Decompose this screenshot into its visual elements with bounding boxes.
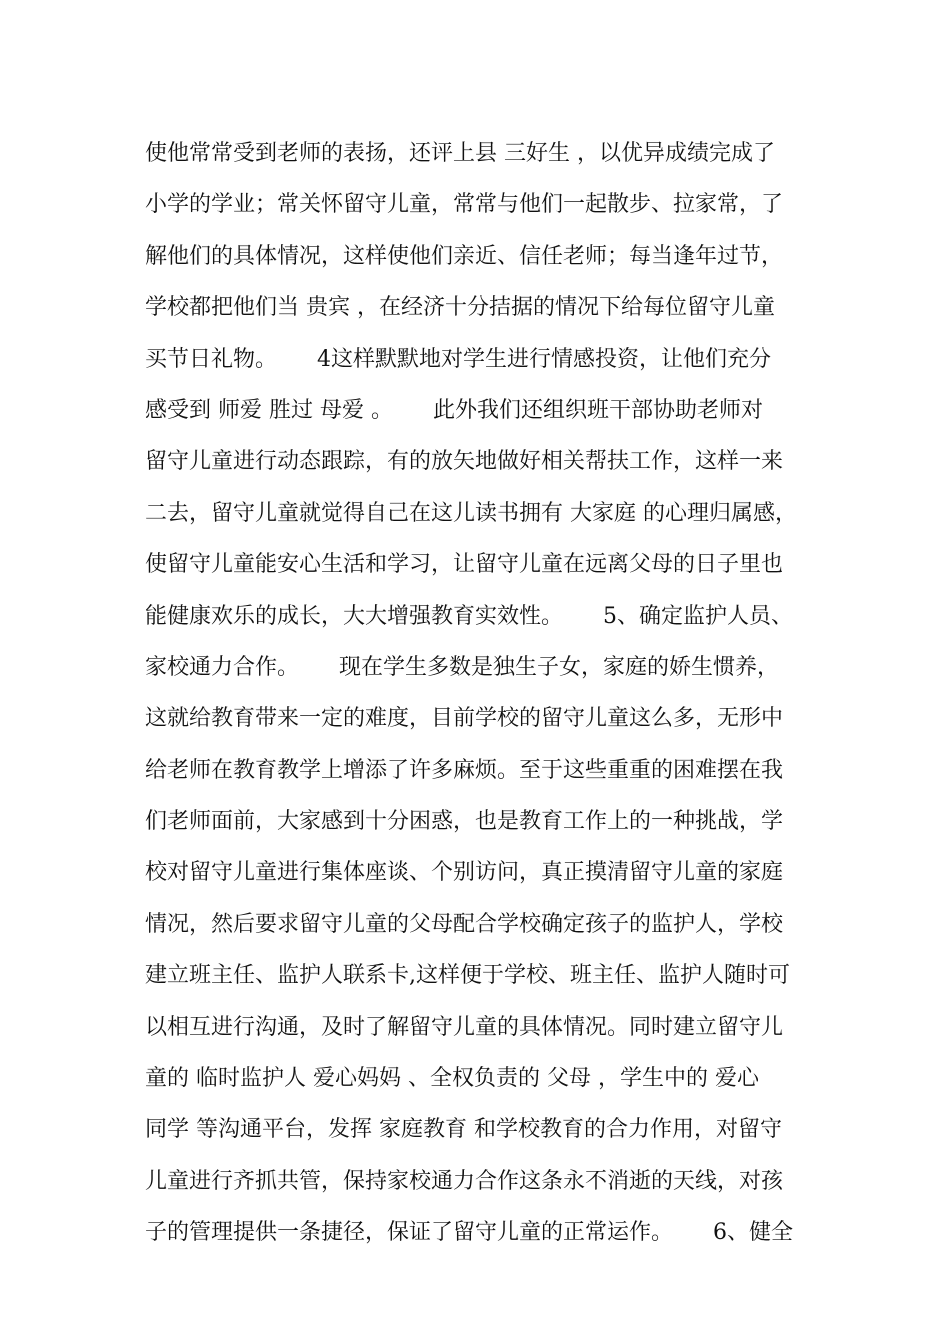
text-line-6: 感受到 师爱 胜过 母爱 。 此外我们还组织班干部协助老师对 — [145, 397, 763, 423]
text-line-2: 小学的学业；常关怀留守儿童，常常与他们一起散步、拉家常，了 — [145, 192, 784, 218]
text-line-15: 校对留守儿童进行集体座谈、个别访问，真正摸清留守儿童的家庭 — [145, 860, 784, 886]
text-line-14: 们老师面前，大家感到十分困惑，也是教育工作上的一种挑战，学 — [145, 809, 784, 835]
text-line-21: 儿童进行齐抓共管，保持家校通力合作这条永不消逝的天线，对孩 — [145, 1168, 784, 1194]
text-line-22: 子的管理提供一条捷径，保证了留守儿童的正常运作。 6、健全 — [145, 1220, 793, 1246]
text-line-9: 使留守儿童能安心生活和学习，让留守儿童在远离父母的日子里也 — [145, 552, 784, 578]
text-line-1: 使他常常受到老师的表扬，还评上县 三好生 ，以优异成绩完成了 — [145, 141, 775, 166]
text-line-5: 买节日礼物。 4这样默默地对学生进行情感投资，让他们充分 — [145, 346, 771, 372]
text-line-4: 学校都把他们当 贵宾 ，在经济十分拮据的情况下给每位留守儿童 — [145, 295, 775, 321]
text-line-8: 二去，留守儿童就觉得自己在这儿读书拥有 大家庭 的心理归属感， — [145, 500, 797, 526]
text-line-20: 同学 等沟通平台，发挥 家庭教育 和学校教育的合力作用，对留守 — [145, 1117, 782, 1143]
text-line-10: 能健康欢乐的成长，大大增强教育实效性。 5、确定监护人员、 — [145, 603, 793, 629]
body-text — [145, 128, 807, 1259]
text-line-13: 给老师在教育教学上增添了许多麻烦。至于这些重重的困难摆在我 — [145, 757, 784, 783]
text-line-18: 以相互进行沟通，及时了解留守儿童的具体情况。同时建立留守儿 — [145, 1014, 784, 1040]
text-line-16: 情况，然后要求留守儿童的父母配合学校确定孩子的监护人，学校 — [145, 911, 784, 937]
text-line-3: 解他们的具体情况，这样使他们亲近、信任老师；每当逢年过节， — [145, 243, 784, 269]
text-line-7: 留守儿童进行动态跟踪，有的放矢地做好相关帮扶工作，这样一来 — [145, 449, 784, 475]
text-line-11: 家校通力合作。 现在学生多数是独生子女，家庭的娇生惯养， — [145, 654, 779, 680]
text-line-17: 建立班主任、监护人联系卡,这样便于学校、班主任、监护人随时可 — [145, 963, 790, 989]
text-line-19: 童的 临时监护人 爱心妈妈 、全权负责的 父母 ，学生中的 爱心 — [145, 1066, 759, 1092]
text-line-12: 这就给教育带来一定的难度，目前学校的留守儿童这么多，无形中 — [145, 706, 784, 732]
